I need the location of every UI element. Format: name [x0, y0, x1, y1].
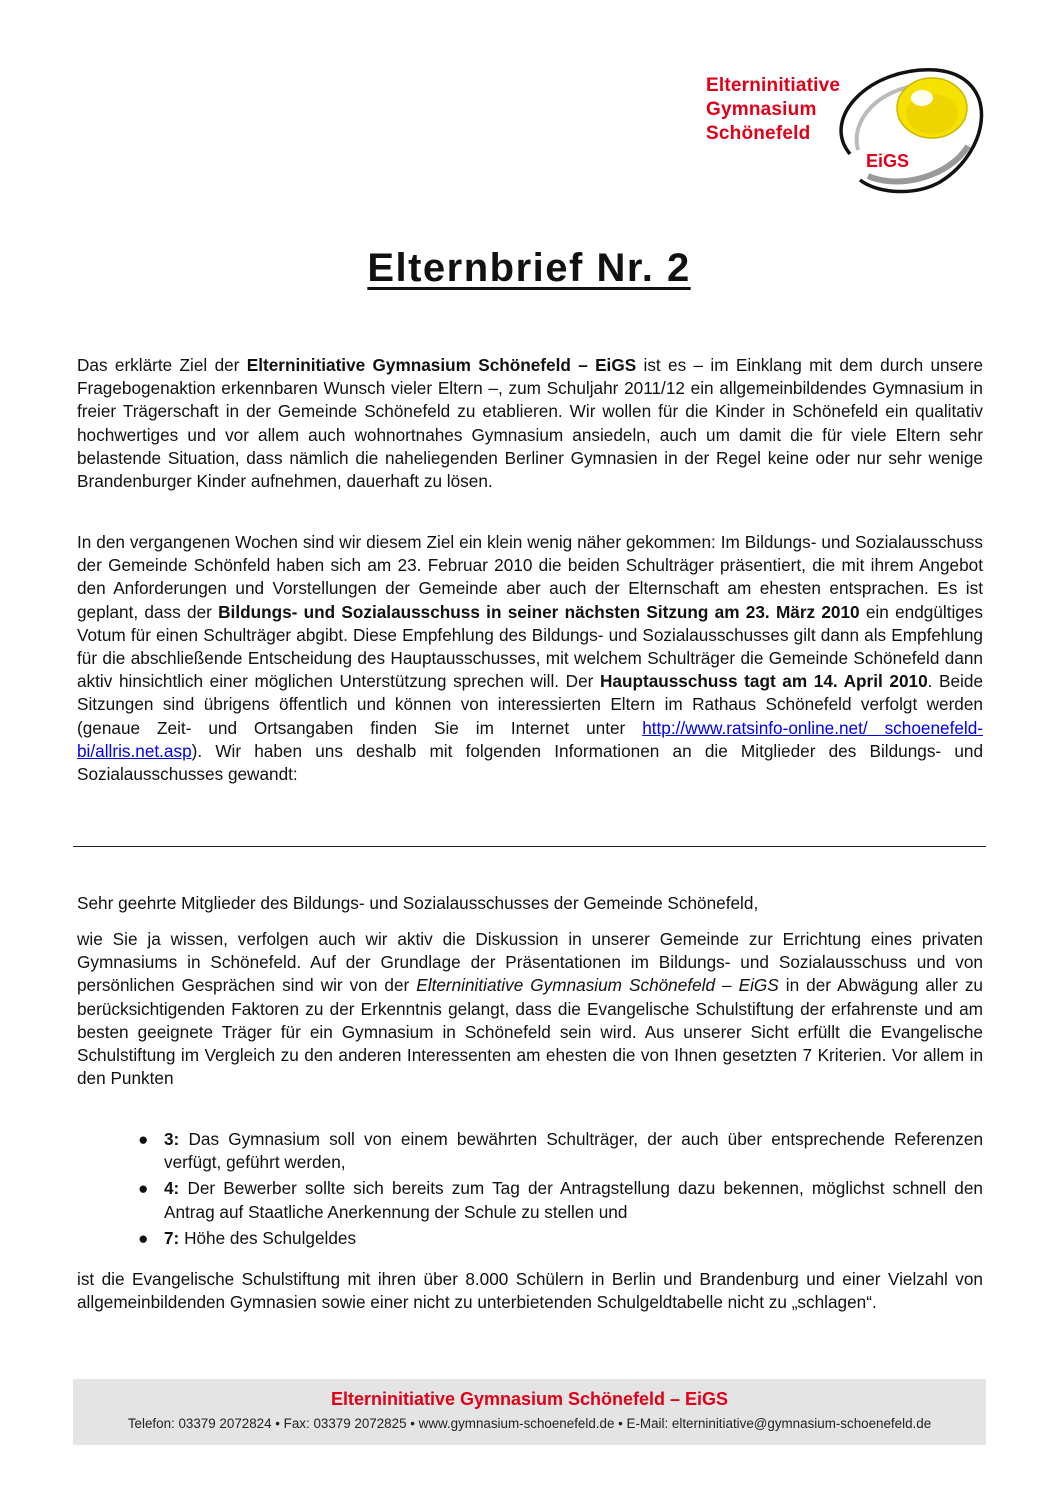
logo-line-2: Gymnasium: [706, 99, 817, 120]
criterion-text: Der Bewerber sollte sich bereits zum Tag der Antragstellung dazu bekennen, möglichst schnell den Antrag auf Staatliche Anerkennung der Schule zu stellen und: [164, 1178, 983, 1222]
logo-line-1: Elterninitiative: [706, 75, 841, 96]
letter-paragraph: [77, 928, 983, 1090]
intro-paragraph: [77, 354, 983, 493]
logo-wordmark: [706, 74, 906, 146]
list-item: [138, 1177, 983, 1223]
criterion-number: 4:: [164, 1178, 180, 1199]
bullet-icon: ●: [138, 1227, 149, 1248]
criterion-number: 7:: [164, 1227, 180, 1248]
text-span: Das erklärte Ziel der: [77, 355, 247, 375]
letter-salutation: Sehr geehrte Mitglieder des Bildungs- und Sozialausschusses der Gemeinde Schönefeld,: [77, 893, 759, 913]
ratsinfo-link[interactable]: http://www.ratsinfo-online.net/ schoenefeld-bi/allris.net.asp: [77, 717, 983, 761]
section-divider: [73, 846, 986, 847]
logo-abbreviation: EiGS: [866, 151, 910, 171]
bullet-icon: ●: [138, 1178, 149, 1199]
status-paragraph: [77, 531, 983, 786]
page-title: Elternbrief Nr. 2: [367, 246, 691, 290]
list-item: [138, 1227, 983, 1250]
closing-paragraph: ist die Evangelische Schulstiftung mit ihren über 8.000 Schülern in Berlin und Brandenburg und einer Vielzahl von allgemeinbildenden Gymnasien sowie einer nicht zu unterbietenden Schulgeldtabelle nicht zu „schlagen“.: [77, 1269, 983, 1313]
bullet-icon: ●: [138, 1129, 149, 1149]
bold-span: Elterninitiative Gymnasium Schönefeld – EiGS: [246, 355, 637, 375]
text-span: ist es – im Einklang mit dem durch unsere Fragebogenaktion erkennbaren Wunsch vieler Eltern –, zum Schuljahr 2011/12 ein allgemeinbildendes Gymnasium in freier Trägerschaft in der Gemeinde Schönefeld zu etablieren. Wir wollen für die Kinder in Schönefeld ein qualitativ hochwertiges und vor allem auch wohnortnahes Gymnasium ansiedeln, auch um damit die für viele Eltern sehr belastende Situation, dass nämlich die naheliegenden Berliner Gymnasien in der Regel keine oder nur sehr wenige Brandenburger Kinder aufnehmen, dauerhaft zu lösen.: [77, 355, 984, 492]
criteria-list: [138, 1128, 983, 1253]
text-span: . Beide Sitzungen sind übrigens öffentlich und können von interessierten Eltern im Rathaus Schönefeld verfolgt werden (genaue Zeit- und Ortsangaben finden Sie im Internet unter: [77, 671, 983, 738]
text-span: ein endgültiges Votum für einen Schulträger abgibt. Diese Empfehlung des Bildungs- und Sozialausschusses gilt dann als Empfehlung für die abschließende Entscheidung des Hauptausschusses, mit welchem Schulträger die Gemeinde Schönefeld dann aktiv hinsichtlich einer möglichen Unterstützung sprechen will. Der: [77, 601, 983, 692]
footer-contact: Telefon: 03379 2072824 • Fax: 03379 2072825 • www.gymnasium-schoenefeld.de • E-Mail: elterninitiative@gymnasium-schoenefeld.de: [127, 1416, 932, 1431]
footer-title: Elterninitiative Gymnasium Schönefeld – EiGS: [330, 1389, 729, 1409]
bold-span: Bildungs- und Sozialausschuss in seiner nächsten Sitzung am 23. März 2010: [218, 601, 860, 622]
text-span: in der Abwägung aller zu berücksichtigenden Faktoren zu der Erkenntnis gelangt, dass die Evangelische Schulstiftung der erfahrenste und am besten geeignete Träger für ein Gymnasium in Schönefeld sein wird. Aus unserer Sicht erfüllt die Evangelische Schulstiftung im Vergleich zu den anderen Interessenten am ehesten die von Ihnen gesetzten 7 Kriterien. Vor allem in den Punkten: [77, 975, 983, 1089]
footer: [73, 1379, 986, 1445]
criterion-text: Das Gymnasium soll von einem bewährten Schulträger, der auch über entsprechende Referenzen verfügt, geführt werden,: [164, 1129, 983, 1173]
logo: [700, 58, 990, 198]
criterion-text: Höhe des Schulgeldes: [179, 1227, 357, 1248]
text-span: ). Wir haben uns deshalb mit folgenden Informationen an die Mitglieder des Bildungs- und Sozialausschusses gewandt:: [77, 740, 983, 785]
italic-span: Elterninitiative Gymnasium Schönefeld – EiGS: [416, 975, 779, 996]
bold-span: Hauptausschuss tagt am 14. April 2010: [600, 671, 928, 692]
list-item: [138, 1128, 983, 1174]
text-span: wie Sie ja wissen, verfolgen auch wir aktiv die Diskussion in unserer Gemeinde zur Errichtung eines privaten Gymnasiums in Schönefeld. Auf der Grundlage der Präsentationen im Bildungs- und Sozialausschuss und von persönlichen Gesprächen sind wir von der: [77, 929, 983, 996]
criterion-number: 3:: [164, 1129, 180, 1149]
logo-line-3: Schönefeld: [706, 123, 811, 144]
text-span: In den vergangenen Wochen sind wir diesem Ziel ein klein wenig näher gekommen: Im Bildungs- und Sozialausschuss der Gemeinde Schönfeld haben sich am 23. Februar 2010 die beiden Schulträger präsentiert, die mit ihrem Angebot den Anforderungen und Vorstellungen der Gemeinde aber auch der Elternschaft am ehesten entsprachen. Es ist geplant, dass der: [77, 532, 983, 622]
